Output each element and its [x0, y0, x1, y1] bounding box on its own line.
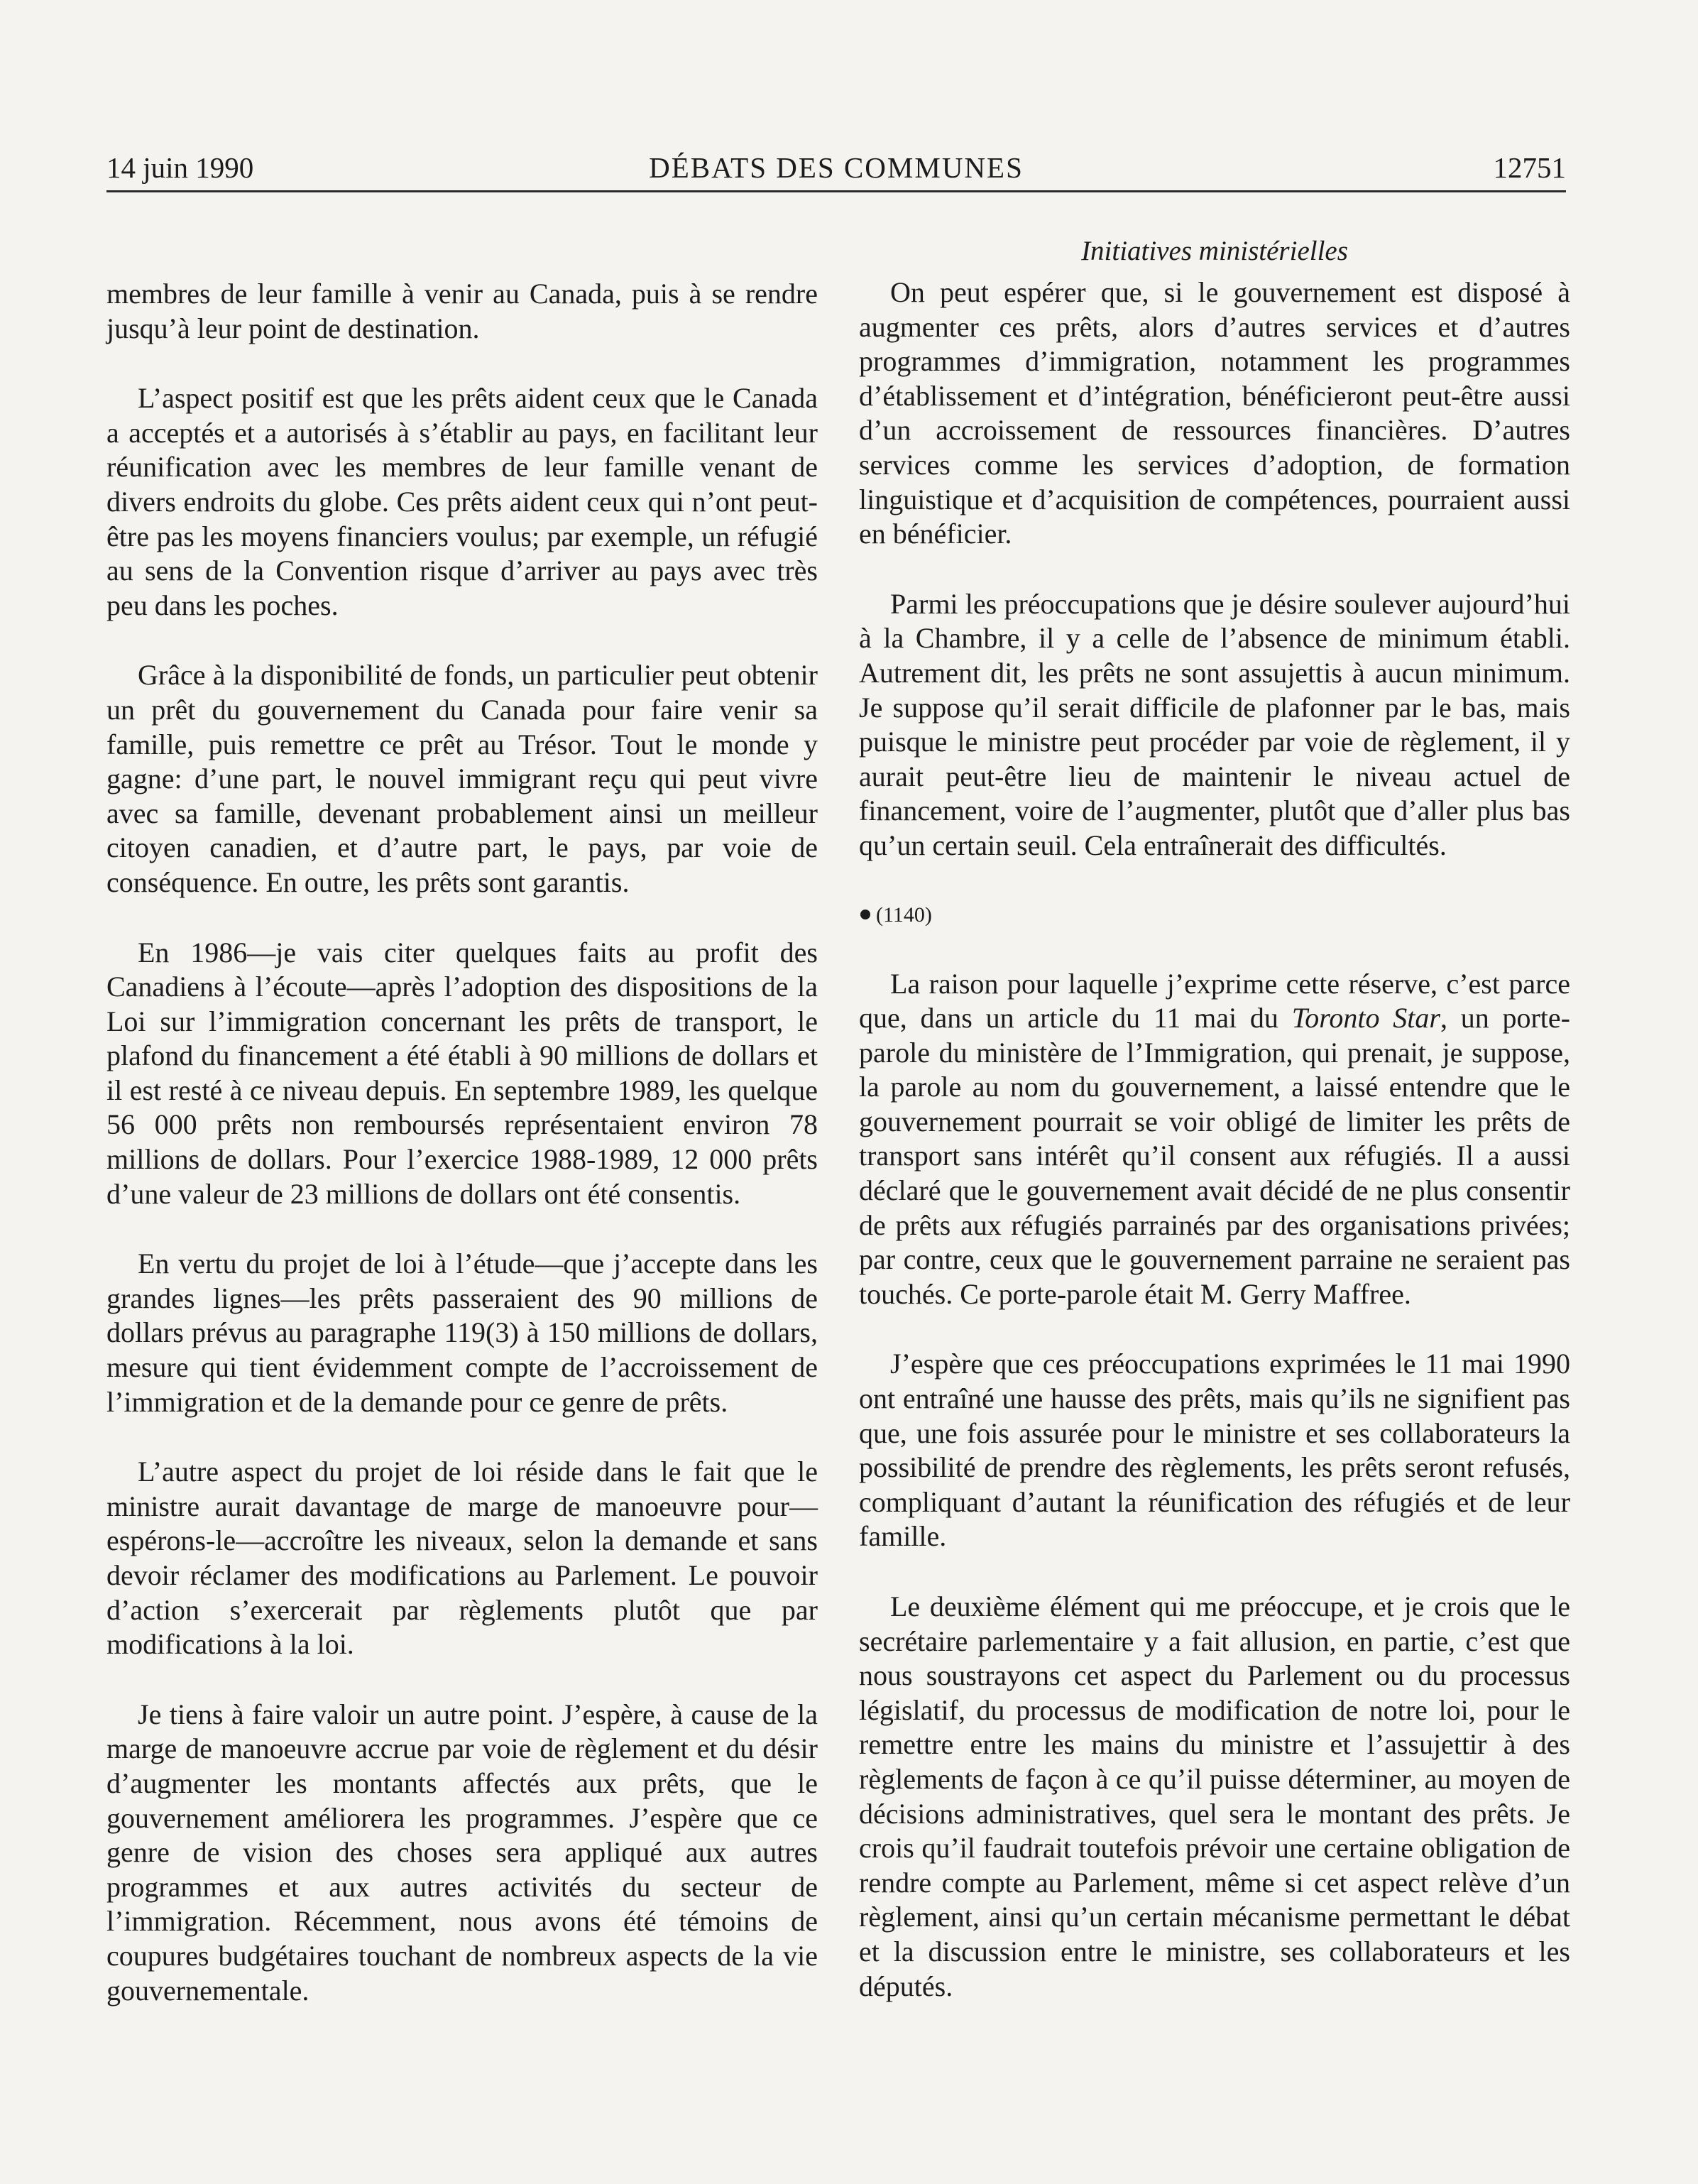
- header-date: 14 juin 1990: [106, 151, 254, 184]
- time-marker-text: (1140): [876, 902, 932, 927]
- paragraph: [859, 967, 1570, 1312]
- paragraph: L’autre aspect du projet de loi réside dans le fait que le ministre aurait davantage de marge de manoeuvre pour—espérons-le—accroître les niveaux, selon la demande et sans devoir réclamer des modifications au Parlement. Le pouvoir d’action s’exercerait par règlements plutôt que par modifications à la loi.: [106, 1456, 818, 1661]
- page-header: [106, 146, 1566, 189]
- paragraph: Je tiens à faire valoir un autre point. J’espère, à cause de la marge de manoeuvre accrue par voie de règlement et du désir d’augmenter les montants affectés aux prêts, que le gouvernement améliorera les programmes. J’espère que ce genre de vision des choses sera appliqué aux autres programmes et aux autres activités du secteur de l’immigration. Récemment, nous avons été témoins de coupures budgétaires touchant de nombreux aspects de la vie gouvernementale.: [106, 1698, 818, 2006]
- bullet-icon: [860, 910, 870, 919]
- paragraph: En vertu du projet de loi à l’étude—que j’accepte dans les grandes lignes—les prêts passeraient des 90 millions de dollars prévus au paragraphe 119(3) à 150 millions de dollars, mesure qui tient évidemment compte de l’accroissement de l’immigration et de la demande pour ce genre de prêts.: [106, 1247, 818, 1418]
- right-column: [859, 234, 1570, 2039]
- paragraph: L’aspect positif est que les prêts aident ceux que le Canada a acceptés et a autorisés à s’établir au pays, en facilitant leur réunification avec les membres de leur famille venant de divers endroits du globe. Ces prêts aident ceux qui n’ont peut-être pas les moyens financiers voulus; par exemple, un réfugié au sens de la Convention risque d’arriver au pays avec très peu dans les poches.: [106, 382, 818, 621]
- time-marker: [859, 899, 1570, 932]
- newspaper-title: Toronto Star: [1291, 1002, 1440, 1034]
- paragraph: En 1986—je vais citer quelques faits au profit des Canadiens à l’écoute—après l’adoption des dispositions de la Loi sur l’immigration concernant les prêts de transport, le plafond du financement a été établi à 90 millions de dollars et il est resté à ce niveau depuis. En septembre 1989, les quelque 56 000 prêts non remboursés représentaient environ 78 millions de dollars. Pour l’exercice 1988-1989, 12 000 prêts d’une valeur de 23 millions de dollars ont été consentis.: [106, 936, 818, 1210]
- paragraph-text: La raison pour laquelle j’exprime cette réserve, c’est parce que, dans un article du 11 mai du: [859, 967, 1570, 1034]
- section-heading: Initiatives ministérielles: [1081, 236, 1348, 266]
- left-column: [106, 277, 818, 2043]
- paragraph: J’espère que ces préoccupations exprimées le 11 mai 1990 ont entraîné une hausse des prêts, mais qu’ils ne signifient pas que, une fois assurée pour le ministre et ses collaborateurs la possibilité de prendre des règlements, les prêts seront refusés, compliquant d’autant la réunification des réfugiés et de leur famille.: [859, 1348, 1570, 1553]
- paragraph: membres de leur famille à venir au Canada, puis à se rendre jusqu’à leur point de destination.: [106, 278, 818, 344]
- paragraph: Grâce à la disponibilité de fonds, un particulier peut obtenir un prêt du gouvernement du Canada pour faire venir sa famille, puis remettre ce prêt au Trésor. Tout le monde y gagne: d’une part, le nouvel immigrant reçu qui peut vivre avec sa famille, devenant probablement ainsi un meilleur citoyen canadien, et d’autre part, le pays, par voie de conséquence. En outre, les prêts sont garantis.: [106, 659, 818, 898]
- paragraph-text: , un porte-parole du ministère de l’Immigration, qui prenait, je suppose, la parole au nom du gouvernement, a laissé entendre que le gouvernement pourrait se voir obligé de limiter les prêts de transport sans intérêt qu’il consent aux réfugiés. Il a aussi déclaré que le gouvernement avait décidé de ne plus consentir de prêts aux réfugiés parrainés par des organisations privées; par contre, ceux que le gouvernement parraine ne seraient pas touchés. Ce porte-parole était M. Gerry Maffree.: [859, 1002, 1570, 1310]
- paragraph: On peut espérer que, si le gouvernement est disposé à augmenter ces prêts, alors d’autres services et d’autres programmes d’immigration, notamment les programmes d’établissement et d’intégration, bénéficieront peut-être aussi d’un accroissement de ressources financières. D’autres services comme les services d’adoption, de formation linguistique et d’acquisition de compétences, pourraient aussi en bénéficier.: [859, 276, 1570, 550]
- paragraph: Le deuxième élément qui me préoccupe, et je crois que le secrétaire parlementaire y a fait allusion, en partie, c’est que nous soustrayons cet aspect du Parlement ou du processus législatif, du processus de modification de notre loi, pour le remettre entre les mains du ministre et l’assujettir à des règlements de façon à ce qu’il puisse déterminer, au moyen de décisions administratives, quel sera le montant des prêts. Je crois qu’il faudrait toutefois prévoir une certaine obligation de rendre compte au Parlement, même si cet aspect relève d’un règlement, ainsi qu’un certain mécanisme permettant le débat et la discussion entre le ministre, ses collaborateurs et les députés.: [859, 1590, 1570, 2002]
- header-title: DÉBATS DES COMMUNES: [649, 151, 1024, 184]
- header-page-number: 12751: [1493, 151, 1566, 184]
- paragraph: Parmi les préoccupations que je désire soulever aujourd’hui à la Chambre, il y a celle de l’absence de minimum établi. Autrement dit, les prêts ne sont assujettis à aucun minimum. Je suppose qu’il serait difficile de plafonner par le bas, mais puisque le ministre peut procéder par voie de règlement, il y aurait peut-être lieu de maintenir le niveau actuel de financement, voire de l’augmenter, plutôt que d’aller plus bas qu’un certain seuil. Cela entraînerait des difficultés.: [859, 587, 1570, 861]
- header-rule: [106, 190, 1566, 192]
